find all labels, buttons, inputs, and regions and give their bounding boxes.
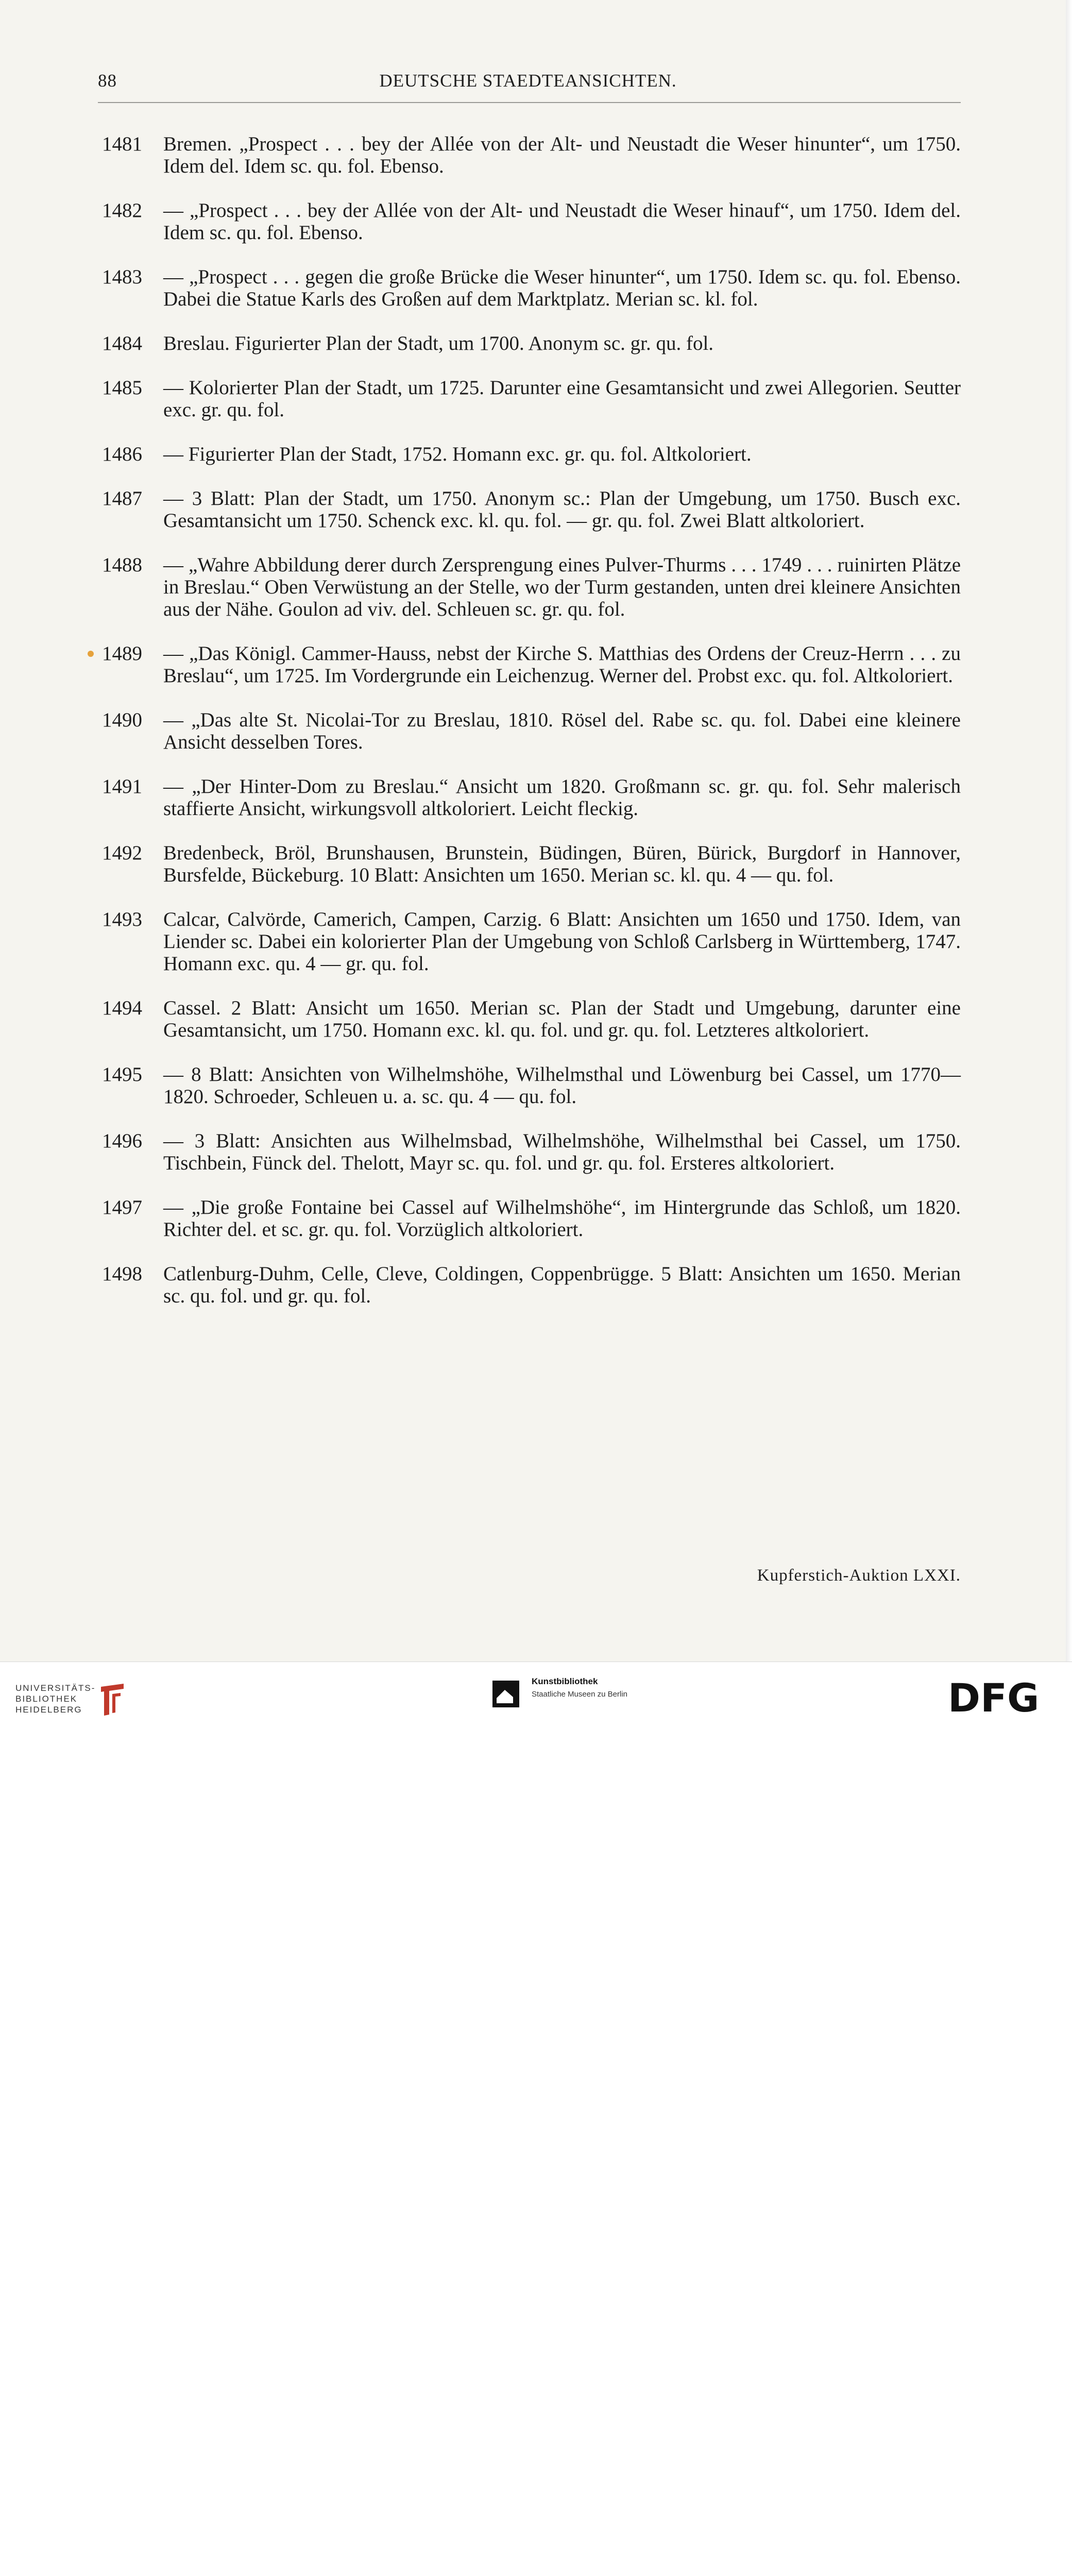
- page-edge: [1066, 0, 1072, 1662]
- dfg-logo-icon: [948, 1677, 1051, 1719]
- entry-text: — „Das Königl. Cammer-Hauss, nebst der Kirche S. Matthias des Ordens der Creuz-Herrn . . . zu Breslau“, um 1725. Im Vordergrunde ein Leichenzug. Werner del. Probst exc. qu. fol. Altkoloriert.: [163, 642, 961, 687]
- entry-text: — Figurierter Plan der Stadt, 1752. Homann exc. gr. qu. fol. Altkoloriert.: [163, 443, 752, 465]
- entry-number: 1497: [102, 1196, 142, 1218]
- entry-number: 1486: [102, 443, 142, 465]
- entry-number: 1485: [102, 377, 142, 399]
- marker-dot: [88, 651, 94, 657]
- entry-text: — 8 Blatt: Ansichten von Wilhelmshöhe, Wilhelmsthal und Löwenburg bei Cassel, um 1770—1820. Schroeder, Schleuen u. a. sc. qu. 4 — qu. fol.: [163, 1063, 961, 1108]
- university-emblem-icon: [97, 1682, 128, 1719]
- entry-text: — „Prospect . . . bey der Allée von der Alt- und Neustadt die Weser hinauf“, um 1750. Idem del. Idem sc. qu. fol. Ebenso.: [163, 199, 961, 244]
- entry-text: Catlenburg-Duhm, Celle, Cleve, Coldingen, Coppenbrügge. 5 Blatt: Ansichten um 1650. Merian sc. qu. fol. und gr. qu. fol.: [163, 1263, 961, 1307]
- entry-number: 1489: [102, 642, 142, 665]
- kunstbibliothek-title: Kunstbibliothek: [532, 1676, 598, 1686]
- entry-text: — „Der Hinter-Dom zu Breslau.“ Ansicht um 1820. Großmann sc. gr. qu. fol. Sehr malerisch staffierte Ansicht, wirkungsvoll altkoloriert. Leicht fleckig.: [163, 775, 961, 820]
- entry-number: 1484: [102, 332, 142, 354]
- catalogue-entry: [98, 1130, 961, 1174]
- catalogue-entry: [98, 842, 961, 886]
- catalogue-entry: [98, 377, 961, 421]
- catalogue-entry: [98, 332, 961, 354]
- running-head: [98, 71, 958, 96]
- catalogue-entry: [98, 997, 961, 1041]
- university-logo-text: UNIVERSITÄTS- BIBLIOTHEK HEIDELBERG: [15, 1683, 96, 1715]
- catalogue-entry: [98, 133, 961, 177]
- catalogue-entry: [98, 642, 961, 687]
- entry-text: — „Wahre Abbildung derer durch Zersprengung eines Pulver-Thurms . . . 1749 . . . ruinirten Plätze in Breslau.“ Oben Verwüstung an der Stelle, wo der Turm gestanden, unten drei kleinere Ansichten aus der Nähe. Goulon ad viv. del. Schleuen sc. gr. qu. fol.: [163, 554, 961, 620]
- entry-text: — Kolorierter Plan der Stadt, um 1725. Darunter eine Gesamtansicht und zwei Allegorien. Seutter exc. gr. qu. fol.: [163, 377, 961, 421]
- catalogue-entry: [98, 554, 961, 620]
- entry-number: 1483: [102, 266, 142, 288]
- entry-number: 1498: [102, 1263, 142, 1285]
- entry-number: 1495: [102, 1063, 142, 1086]
- entry-text: — „Prospect . . . gegen die große Brücke die Weser hinunter“, um 1750. Idem sc. qu. fol. Ebenso. Dabei die Statue Karls des Großen auf dem Marktplatz. Merian sc. kl. fol.: [163, 266, 961, 310]
- svg-text:DFG: DFG: [948, 1677, 1040, 1719]
- entry-text: — „Die große Fontaine bei Cassel auf Wilhelmshöhe“, im Hintergrunde das Schloß, um 1820. Richter del. et sc. gr. qu. fol. Vorzüglich altkoloriert.: [163, 1196, 961, 1241]
- catalogue-entries: [98, 133, 961, 1329]
- dfg-logo[interactable]: [948, 1677, 1051, 1719]
- entry-number: 1491: [102, 775, 142, 798]
- viewer-footer-bar: [0, 1662, 1072, 1738]
- entry-number: 1487: [102, 487, 142, 510]
- catalogue-entry: [98, 1063, 961, 1108]
- entry-text: — 3 Blatt: Ansichten aus Wilhelmsbad, Wilhelmshöhe, Wilhelmsthal bei Cassel, um 1750. Tischbein, Fünck del. Thelott, Mayr sc. qu. fol. und gr. qu. fol. Ersteres altkoloriert.: [163, 1130, 961, 1174]
- running-title: DEUTSCHE STAEDTEANSICHTEN.: [379, 71, 677, 91]
- entry-number: 1488: [102, 554, 142, 576]
- kunstbibliothek-subtitle: Staatliche Museen zu Berlin: [532, 1690, 627, 1699]
- catalogue-entry: [98, 775, 961, 820]
- page-number: 88: [98, 71, 117, 91]
- catalogue-entry: [98, 1263, 961, 1307]
- entry-text: Breslau. Figurierter Plan der Stadt, um 1700. Anonym sc. gr. qu. fol.: [163, 332, 714, 354]
- entry-number: 1493: [102, 908, 142, 930]
- kunstbibliothek-emblem-icon: [489, 1677, 522, 1710]
- catalogue-entry: [98, 487, 961, 532]
- entry-text: Bremen. „Prospect . . . bey der Allée von der Alt- und Neustadt die Weser hinunter“, um 1750. Idem del. Idem sc. qu. fol. Ebenso.: [163, 133, 961, 177]
- entry-text: Calcar, Calvörde, Camerich, Campen, Carzig. 6 Blatt: Ansichten um 1650 und 1750. Idem, van Liender sc. Dabei ein kolorierter Plan der Umgebung von Schloß Carlsberg in Württemberg, 1747. Homann exc. qu. 4 — gr. qu. fol.: [163, 908, 961, 975]
- entry-number: 1482: [102, 199, 142, 222]
- entry-text: — 3 Blatt: Plan der Stadt, um 1750. Anonym sc.: Plan der Umgebung, um 1750. Busch exc. Gesamtansicht um 1750. Schenck exc. kl. qu. fol. — gr. qu. fol. Zwei Blatt altkoloriert.: [163, 487, 961, 532]
- entry-number: 1492: [102, 842, 142, 864]
- entry-text: Cassel. 2 Blatt: Ansicht um 1650. Merian sc. Plan der Stadt und Umgebung, darunter eine Gesamtansicht, um 1750. Homann exc. kl. qu. fol. und gr. qu. fol. Letzteres altkoloriert.: [163, 997, 961, 1041]
- entry-number: 1481: [102, 133, 142, 155]
- header-rule: [98, 102, 961, 103]
- catalogue-entry: [98, 199, 961, 244]
- catalogue-footer-note: Kupferstich-Auktion LXXI.: [757, 1566, 961, 1585]
- kunstbibliothek-logo[interactable]: [489, 1675, 665, 1717]
- entry-text: Bredenbeck, Bröl, Brunshausen, Brunstein, Büdingen, Büren, Bürick, Burgdorf in Hannover, Bursfelde, Bückeburg. 10 Blatt: Ansichten um 1650. Merian sc. kl. qu. 4 — qu. fol.: [163, 842, 961, 886]
- entry-text: — „Das alte St. Nicolai-Tor zu Breslau, 1810. Rösel del. Rabe sc. qu. fol. Dabei eine kleinere Ansicht desselben Tores.: [163, 709, 961, 753]
- catalogue-entry: [98, 266, 961, 310]
- catalogue-entry: [98, 443, 961, 465]
- entry-number: 1496: [102, 1130, 142, 1152]
- catalogue-entry: [98, 709, 961, 753]
- university-library-logo[interactable]: [15, 1680, 139, 1721]
- entry-number: 1494: [102, 997, 142, 1019]
- catalogue-entry: [98, 1196, 961, 1241]
- catalogue-entry: [98, 908, 961, 975]
- entry-number: 1490: [102, 709, 142, 731]
